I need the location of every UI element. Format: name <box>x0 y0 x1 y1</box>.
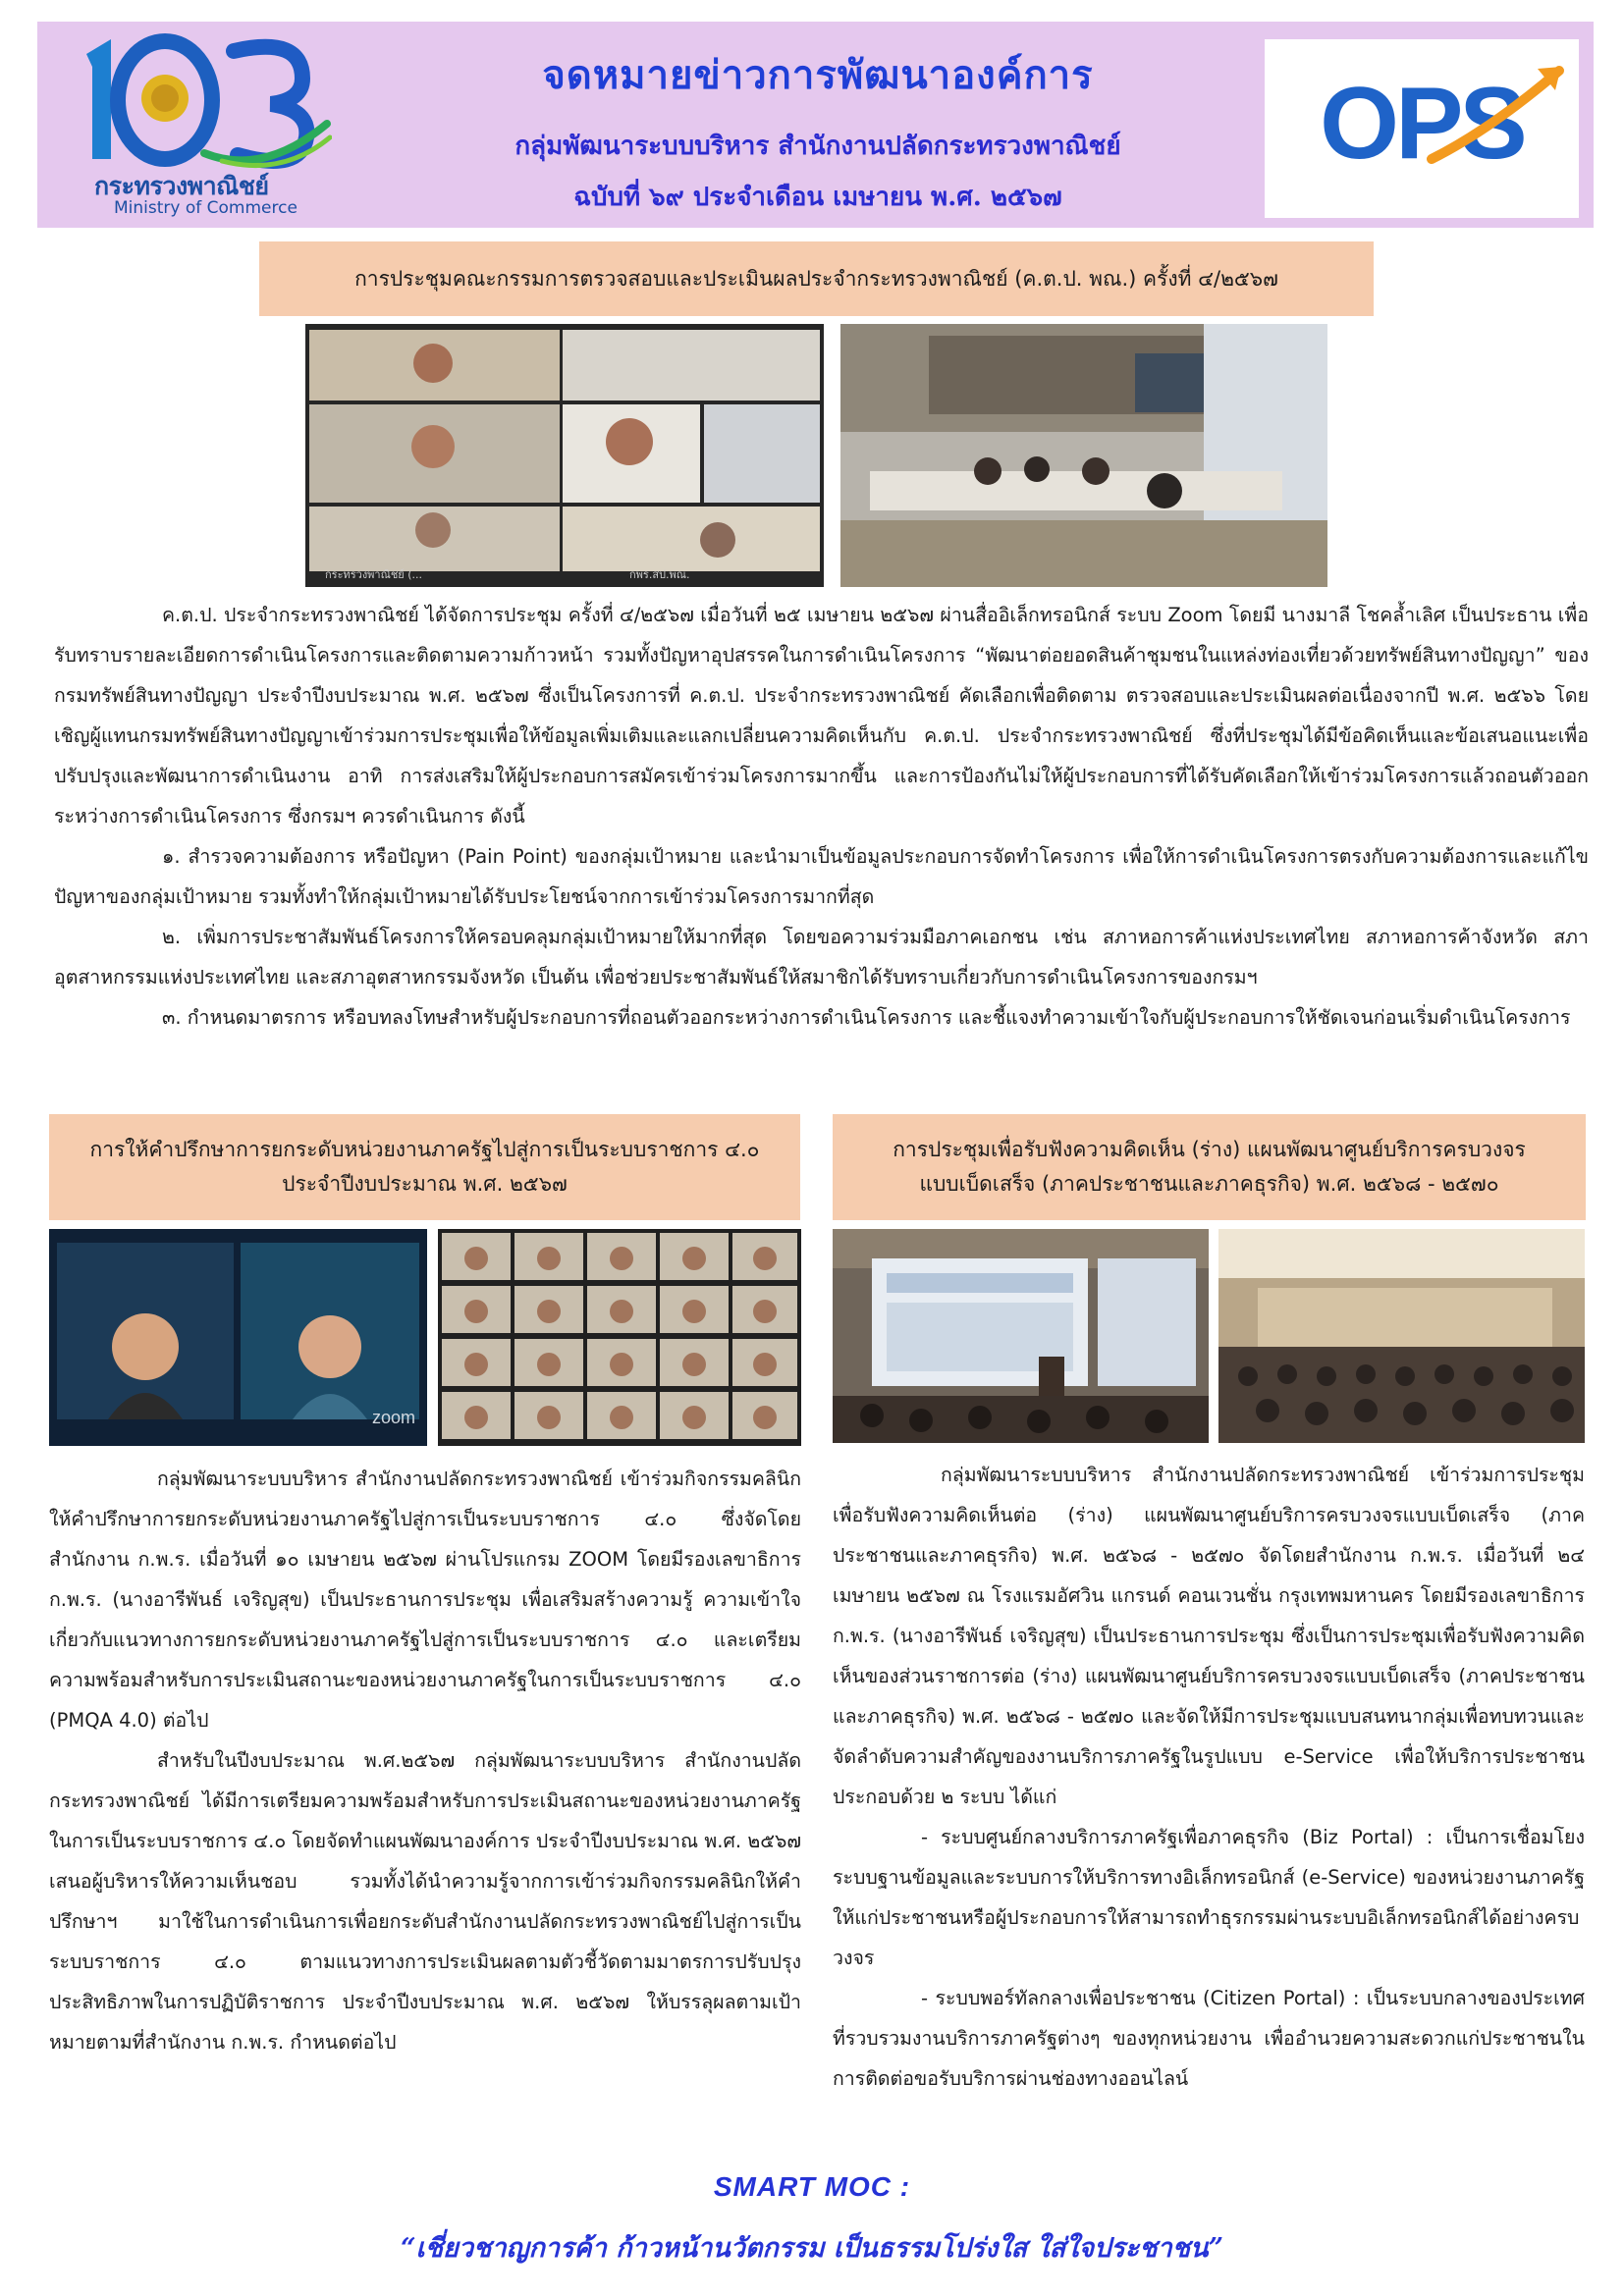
zoom-grid-graphic <box>305 324 824 587</box>
ops-logo <box>1265 39 1579 218</box>
section2-title-line2: ประจำปีงบประมาณ พ.ศ. ๒๕๖๗ <box>282 1172 568 1196</box>
ministry-103-logo <box>57 29 332 226</box>
conference-stage-graphic <box>833 1229 1209 1443</box>
zoom-gallery-graphic <box>438 1229 801 1446</box>
section2-paragraph-1: กลุ่มพัฒนาระบบบริหาร สำนักงานปลัดกระทรวงพาณิชย์ เข้าร่วมกิจกรรมคลินิกให้คำปรึกษาการยกระดับหน่วยงานภาครัฐไปสู่การเป็นระบบราชการ ๔.๐ ซึ่งจัดโดยสำนักงาน ก.พ.ร. เมื่อวันที่ ๑๐ เมษายน ๒๕๖๗ ผ่านโปรแกรม ZOOM โดยมีรองเลขาธิการ ก.พ.ร. (นางอารีพันธ์ เจริญสุข) เป็นประธานการประชุม เพื่อเสริมสร้างความรู้ ความเข้าใจเกี่ยวกับแนวทางการยกระดับหน่วยงานภาครัฐไปสู่การเป็นระบบราชการ ๔.๐ และเตรียมความพร้อมสำหรับการประเมินสถานะของหน่วยงานภาครัฐในการเป็นระบบราชการ ๔.๐ (PMQA 4.0) ต่อไป <box>49 1468 801 1732</box>
pmqa-zoom-photo-speakers <box>49 1229 427 1446</box>
section2-body <box>49 1459 801 2062</box>
section1-paragraph-3: ๒. เพิ่มการประชาสัมพันธ์โครงการให้ครอบคลุมกลุ่มเป้าหมายให้มากที่สุด โดยขอความร่วมมือภาคเอกชน เช่น สภาหอการค้าแห่งประเทศไทย สภาหอการค้าจังหวัด สภาอุตสาหกรรมแห่งประเทศไทย และสภาอุตสาหกรรมจังหวัด เป็นต้น เพื่อช่วยประชาสัมพันธ์ให้สมาชิกได้รับทราบเกี่ยวกับการดำเนินโครงการของกรมฯ <box>54 926 1589 988</box>
newsletter-header <box>37 22 1594 228</box>
section3-bullet-biz-portal: - ระบบศูนย์กลางบริการภาครัฐเพื่อภาคธุรกิจ (Biz Portal) : เป็นการเชื่อมโยงระบบฐานข้อมูลและระบบการให้บริการทางอิเล็กทรอนิกส์ (e-Service) ของหน่วยงานภาครัฐ ให้แก่ประชาชนหรือผู้ประกอบการให้สามารถทำธุรกรรมผ่านระบบอิเล็กทรอนิกส์ได้อย่างครบวงจร <box>833 1826 1585 1969</box>
ministry-name-english: Ministry of Commerce <box>114 198 298 218</box>
smart-moc-slogan: “เชี่ยวชาญการค้า ก้าวหน้านวัตกรรม เป็นธรรมโปร่งใส ใส่ใจประชาชน” <box>400 2233 1224 2264</box>
section1-title: การประชุมคณะกรรมการตรวจสอบและประเมินผลประจำกระทรวงพาณิชย์ (ค.ต.ป. พณ.) ครั้งที่ ๔/๒๕๖๗ <box>354 266 1278 291</box>
section3-paragraph-1: กลุ่มพัฒนาระบบบริหาร สำนักงานปลัดกระทรวงพาณิชย์ เข้าร่วมการประชุมเพื่อรับฟังความคิดเห็นต่อ (ร่าง) แผนพัฒนาศูนย์บริการครบวงจรแบบเบ็ดเสร็จ (ภาคประชาชนและภาคธุรกิจ) พ.ศ. ๒๕๖๘ - ๒๕๗๐ จัดโดยสำนักงาน ก.พ.ร. เมื่อวันที่ ๒๔ เมษายน ๒๕๖๗ ณ โรงแรมอัศวิน แกรนด์ คอนเวนชั่น กรุงเทพมหานคร โดยมีรองเลขาธิการ ก.พ.ร. (นางอารีพันธ์ เจริญสุข) เป็นประธานการประชุม ซึ่งเป็นการประชุมเพื่อรับฟังความคิดเห็นของส่วนราชการต่อ (ร่าง) แผนพัฒนาศูนย์บริการครบวงจรแบบเบ็ดเสร็จ (ภาคประชาชนและภาคธุรกิจ) พ.ศ. ๒๕๖๘ - ๒๕๗๐ และจัดให้มีการประชุมแบบสนทนากลุ่มเพื่อทบทวนและจัดลำดับความสำคัญของงานบริการภาครัฐในรูปแบบ e-Service เพื่อให้บริการประชาชน ประกอบด้วย ๒ ระบบ ได้แก่ <box>833 1464 1585 1808</box>
section2-title-line1: การให้คำปรึกษาการยกระดับหน่วยงานภาครัฐไปสู่การเป็นระบบราชการ ๔.๐ <box>89 1138 760 1162</box>
section3-title-line1: การประชุมเพื่อรับฟังความคิดเห็น (ร่าง) แผนพัฒนาศูนย์บริการครบวงจร <box>893 1138 1526 1162</box>
pmqa-zoom-photo-gallery <box>438 1229 801 1446</box>
newsletter-subtitle: กลุ่มพัฒนาระบบบริหาร สำนักงานปลัดกระทรวงพาณิชย์ <box>514 132 1121 161</box>
ministry-name-thai: กระทรวงพาณิชย์ <box>94 172 269 200</box>
section3-body <box>833 1455 1585 2099</box>
ops-logo-text: OPS <box>1320 67 1524 181</box>
section1-paragraph-4: ๓. กำหนดมาตรการ หรือบทลงโทษสำหรับผู้ประกอบการที่ถอนตัวออกระหว่างการดำเนินโครงการ และชี้แจงทำความเข้าใจกับผู้ประกอบการให้ชัดเจนก่อนเริ่มดำเนินโครงการ <box>162 1006 1571 1029</box>
conference-stage-photo <box>833 1229 1209 1443</box>
smart-moc-label: SMART MOC : <box>713 2171 911 2202</box>
newsletter-title: จดหมายข่าวการพัฒนาองค์การ <box>542 52 1094 98</box>
section2-banner <box>49 1114 800 1220</box>
section1-banner <box>259 241 1374 316</box>
section1-paragraph-1: ค.ต.ป. ประจำกระทรวงพาณิชย์ ได้จัดการประชุม ครั้งที่ ๔/๒๕๖๗ เมื่อวันที่ ๒๕ เมษายน ๒๕๖๗ ผ่านสื่ออิเล็กทรอนิกส์ ระบบ Zoom โดยมี นางมาลี โชคล้ำเลิศ เป็นประธาน เพื่อรับทราบรายละเอียดการดำเนินโครงการและติดตามความก้าวหน้า รวมทั้งปัญหาอุปสรรคในการดำเนินโครงการ “พัฒนาต่อยอดสินค้าชุมชนในแหล่งท่องเที่ยวด้วยทรัพย์สินทางปัญญา” ของกรมทรัพย์สินทางปัญญา ประจำปีงบประมาณ พ.ศ. ๒๕๖๗ ซึ่งเป็นโครงการที่ ค.ต.ป. ประจำกระทรวงพาณิชย์ คัดเลือกเพื่อติดตาม ตรวจสอบและประเมินผลต่อเนื่องจากปี พ.ศ. ๒๕๖๖ โดยเชิญผู้แทนกรมทรัพย์สินทางปัญญาเข้าร่วมการประชุมเพื่อให้ข้อมูลเพิ่มเติมและแลกเปลี่ยนความคิดเห็นกับ ค.ต.ป. ประจำกระทรวงพาณิชย์ ซึ่งที่ประชุมได้มีข้อคิดเห็นและข้อเสนอแนะเพื่อปรับปรุงและพัฒนาการดำเนินงาน อาทิ การส่งเสริมให้ผู้ประกอบการสมัครเข้าร่วมโครงการมากขึ้น และการป้องกันไม่ให้ผู้ประกอบการที่ได้รับคัดเลือกให้เข้าร่วมโครงการแล้วถอนตัวออกระหว่างการดำเนินโครงการ ซึ่งกรมฯ ควรดำเนินการ ดังนี้ <box>54 604 1589 828</box>
section1-body <box>54 595 1589 1038</box>
conference-hall-photo <box>1218 1229 1585 1443</box>
section3-title-line2: แบบเบ็ดเสร็จ (ภาคประชาชนและภาคธุรกิจ) พ.ศ. ๒๕๖๘ - ๒๕๗๐ <box>919 1172 1499 1196</box>
section3-banner <box>833 1114 1586 1220</box>
zoom-caption-right: กพร.สป.พณ. <box>629 568 690 581</box>
section1-paragraph-2: ๑. สำรวจความต้องการ หรือปัญหา (Pain Point) ของกลุ่มเป้าหมาย และนำมาเป็นข้อมูลประกอบการจัดทำโครงการ เพื่อให้การดำเนินโครงการตรงกับความต้องการและแก้ไขปัญหาของกลุ่มเป้าหมาย รวมทั้งทำให้กลุ่มเป้าหมายได้รับประโยชน์จากการเข้าร่วมโครงการมากที่สุด <box>54 845 1589 908</box>
zoom-watermark: zoom <box>371 1408 415 1427</box>
section2-paragraph-2: สำหรับในปีงบประมาณ พ.ศ.๒๕๖๗ กลุ่มพัฒนาระบบบริหาร สำนักงานปลัดกระทรวงพาณิชย์ ได้มีการเตรียมความพร้อมสำหรับการประเมินสถานะของหน่วยงานภาครัฐในการเป็นระบบราชการ ๔.๐ โดยจัดทำแผนพัฒนาองค์การ ประจำปีงบประมาณ พ.ศ. ๒๕๖๗ เสนอผู้บริหารให้ความเห็นชอบ รวมทั้งได้นำความรู้จากการเข้าร่วมกิจกรรมคลินิกให้คำปรึกษาฯ มาใช้ในการดำเนินการเพื่อยกระดับสำนักงานปลัดกระทรวงพาณิชย์ไปสู่การเป็นระบบราชการ ๔.๐ ตามแนวทางการประเมินผลตามตัวชี้วัดตามมาตรการปรับปรุงประสิทธิภาพในการปฏิบัติราชการ ประจำปีงบประมาณ พ.ศ. ๒๕๖๗ ให้บรรลุผลตามเป้าหมายตามที่สำนักงาน ก.พ.ร. กำหนดต่อไป <box>49 1749 801 2054</box>
zoom-caption-left: กระทรวงพาณิชย์ (... <box>325 568 423 581</box>
meeting-room-photo <box>840 324 1327 587</box>
zoom-meeting-photo <box>305 324 824 587</box>
logo-103-graphic <box>57 29 332 177</box>
meeting-room-graphic <box>840 324 1327 587</box>
zoom-speakers-graphic <box>49 1229 427 1446</box>
ops-swoosh-icon <box>1412 61 1569 179</box>
newsletter-issue: ฉบับที่ ๖๙ ประจำเดือน เมษายน พ.ศ. ๒๕๖๗ <box>573 183 1062 212</box>
conference-hall-graphic <box>1218 1229 1585 1443</box>
section3-bullet-citizen-portal: - ระบบพอร์ทัลกลางเพื่อประชาชน (Citizen Portal) : เป็นระบบกลางของประเทศที่รวบรวมงานบริการภาครัฐต่างๆ ของทุกหน่วยงาน เพื่ออำนวยความสะดวกแก่ประชาชนในการติดต่อขอรับบริการผ่านช่องทางออนไลน์ <box>833 1987 1585 2090</box>
